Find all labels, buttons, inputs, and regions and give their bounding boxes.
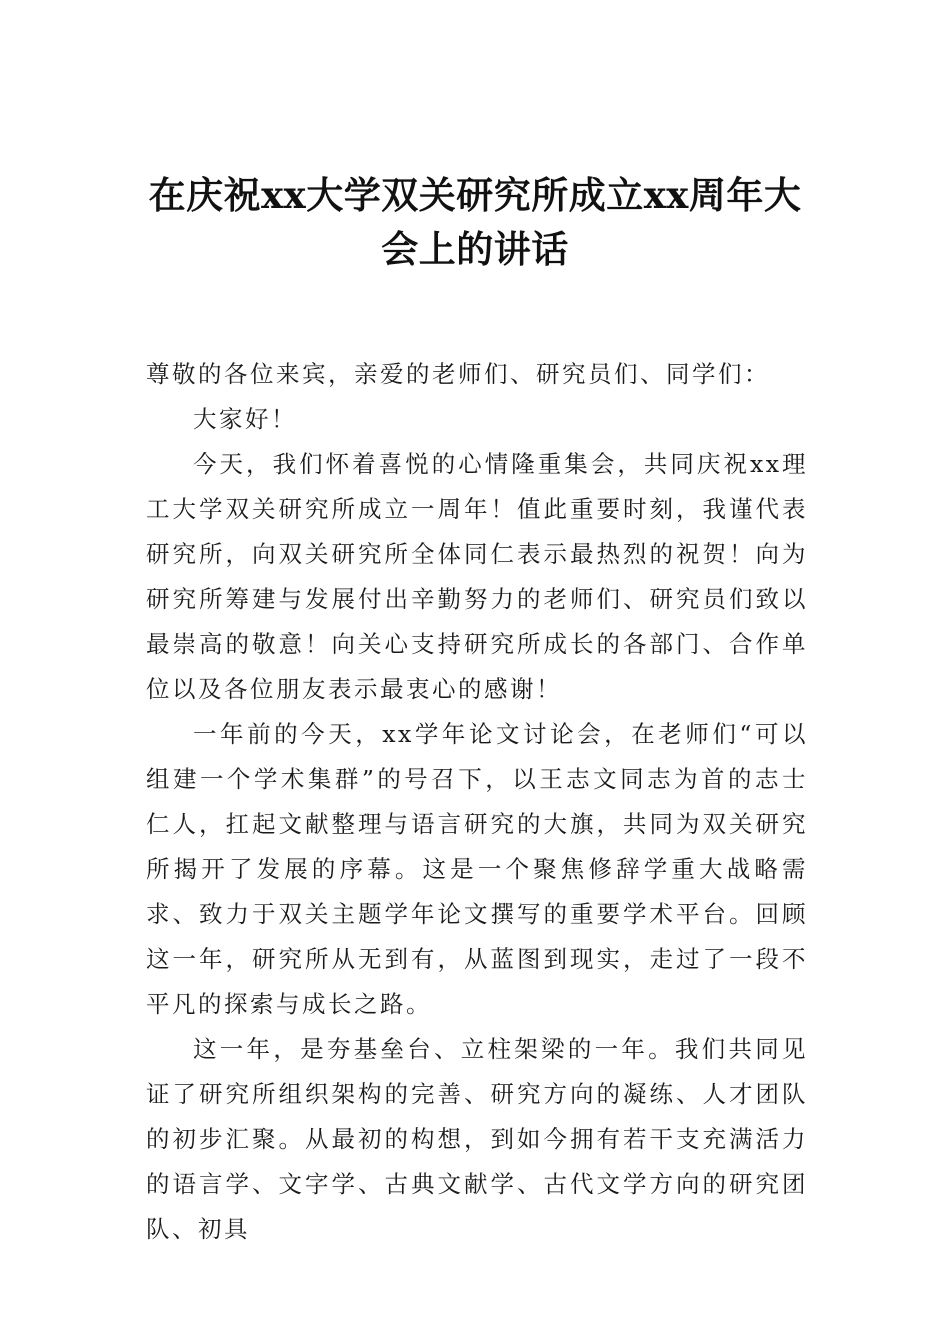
paragraph: 今天，我们怀着喜悦的心情隆重集会，共同庆祝xx理工大学双关研究所成立一周年！值此重要时刻，我谨代表研究所，向双关研究所全体同仁表示最热烈的祝贺！向为研究所筹建与发展付出辛勤努力的老师们、研究员们致以最崇高的敬意！向关心支持研究所成长的各部门、合作单位以及各位朋友表示最衷心的感谢！ (146, 450, 808, 703)
paragraph: 大家好！ (193, 405, 297, 433)
document-title: 在庆祝xx大学双关研究所成立xx周年大会上的讲话 (148, 173, 802, 271)
paragraph: 这一年，是夯基垒台、立柱架梁的一年。我们共同见证了研究所组织架构的完善、研究方向的凝练、人才团队的初步汇聚。从最初的构想，到如今拥有若干支充满活力的语言学、文字学、古典文献学、古代文学方向的研究团队、初具 (146, 1035, 808, 1243)
paragraph: 一年前的今天，xx学年论文讨论会，在老师们“可以组建一个学术集群”的号召下，以王志文同志为首的志士仁人，扛起文献整理与语言研究的大旗，共同为双关研究所揭开了发展的序幕。这是一个聚焦修辞学重大战略需求、致力于双关主题学年论文撰写的重要学术平台。回顾这一年，研究所从无到有，从蓝图到现实，走过了一段不平凡的探索与成长之路。 (146, 720, 808, 1018)
document-body (146, 352, 808, 1252)
salutation: 尊敬的各位来宾，亲爱的老师们、研究员们、同学们： (146, 360, 770, 388)
